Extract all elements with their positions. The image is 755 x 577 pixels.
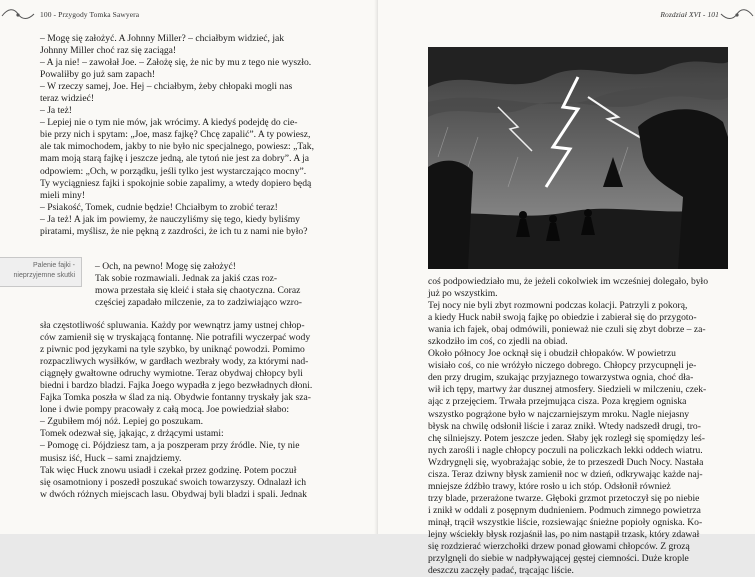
text-line: piratami, myślisz, że nie pękną z zazdrości, że ich tu z nami nie było? [40,225,308,237]
text-line: mowa przestała się kleić i stała się chaotyczna. Coraz [95,285,301,297]
text-line: bie przy nich i spytam: „Joe, masz fajkę? Chcę zapalić”. A ty powiesz, [40,129,311,141]
text-line: Około północy Joe ocknął się i obudził chłopaków. W powietrzu [428,348,676,360]
text-line: – A ja nie! – zawołał Joe. – Założę się, że nic by mu z tego nie wyszło. [40,57,312,69]
text-line: Ty wyciągniesz fajki i spokojnie sobie zapalimy, a wtedy dopiero będą [40,177,312,189]
margin-note-line: Palenie fajki - [32,262,75,269]
text-line: rozpaczliwych wysiłków, w gardłach wezbrały wody, za którymi nad- [40,356,309,368]
text-line: wisiało coś, co nie wróżyło niczego dobrego. Chłopcy przycupnęli je- [428,360,697,372]
text-line: Tomek odezwał się, jąkając, z drżącymi ustami: [40,428,224,440]
text-line: błysk na chwilę odsłonił liście i zaraz znikł. Wtedy nadszedł drugi, tro- [428,420,701,432]
text-line: den przy drugim, szukając przyjaznego towarzystwa ognia, choć dła- [428,372,694,384]
text-line: chę silniejszy. Potem jeszcze jeden. Słaby jęk rozległ się spomiędzy leś- [428,432,705,444]
text-line: Tak więc Huck znowu usiadł i czekał przez godzinę. Potem poczuł [40,464,297,476]
text-line: mam moją starą fajkę i jeszcze jedną, ale tytoń nie jest za dobry”. A ja [40,153,310,165]
text-line: Tej nocy nie byli zbyt rozmowni podczas kolacji. Patrzyli z pokorą, [428,300,688,312]
text-block-right [428,276,728,577]
text-line: – Psiakość, Tomek, cudnie będzie! Chciałbym to zrobić teraz! [40,201,278,213]
text-line: Powaliłby go już sam zapach! [40,69,156,81]
text-line: – Zgubiłem mój nóż. Lepiej go poszukam. [40,416,204,428]
left-page [0,0,377,534]
text-line: musisz iść, Huck – sami znajdziemy. [40,452,182,464]
text-line: cisza. Teraz dziwny błysk zamienił noc w dzień, odkrywając każde naj- [428,468,703,480]
text-line: trzy blade, przerażone twarze. Głęboki grzmot przetoczył się po niebie [428,492,700,504]
text-line: – Lepiej nie o tym nie mów, jak wrócimy. A kiedyś podejdę do cie- [40,117,298,129]
text-line: szkodziło im coś, co zjedli na obiad. [428,336,568,348]
text-line: Fajka Tomka poszła w ślad za nią. Obydwie fontanny tryskały jak sza- [40,392,311,404]
text-line: lejny wściekły błysk rozjaśnił las, po nim nastąpił trzask, który zdawał [428,528,700,540]
margin-note-line: nieprzyjemne skutki [13,272,75,279]
text-line: sła częstotliwość spluwania. Każdy por wewnątrz jamy ustnej chłop- [40,320,305,331]
text-line: – Ja też! [40,105,72,117]
page-header-right: Rozdział XVI - 101 [660,10,719,19]
text-line: już po wszystkim. [428,288,498,300]
text-line: odpowiem: „Och, w porządku, jeśli tylko jest wystarczająco mocny”. [40,165,307,177]
text-line: minął, trącił wszystkie liście, rozsiewając śnieżne popioły ogniska. Ko- [428,516,703,528]
text-line: mniejsze źdźbło trawy, które rosło u ich stóp. Odsłonił również [428,480,671,492]
text-block-top [40,33,362,238]
text-line: i znikł w oddali z posępnym dudnieniem. Podmuch zimnego powietrza [428,504,701,516]
text-line: wszystko pogrążone było w najczarniejszym mroku. Nagle niejasny [428,408,690,420]
illustration-art [428,47,728,269]
text-line: Tak sobie rozmawiali. Jednak za jakiś czas roz- [95,273,278,285]
text-line: ając z przejęciem. Trwała przejmująca cisza. Poza kręgiem ogniska [428,396,687,408]
text-line: przylgnęli do siebie w nadpływającej gęstej ciemności. Duże krople [428,553,689,565]
page-flourish-icon [0,6,36,26]
text-line: – Mogę się założyć. A Johnny Miller? – chciałbym widzieć, jak [40,33,285,44]
text-line: częściej zapadało milczenie, za to zadziwiająco wzro- [95,297,302,309]
text-line: się osamotniony i poszedł poszukać swoich towarzyszy. Odnalazł ich [40,476,307,488]
text-line: lone i dwie pompy pracowały z całą mocą. Joe powiedział słabo: [40,404,290,416]
text-line: mieli miny! [40,189,86,201]
text-line: nych zarośli i nagle chłopcy poczuli na policzkach lekki oddech wiatru. [428,444,703,456]
margin-note [0,257,82,287]
text-line: wił ich tępy, martwy żar dusznej atmosfery. Siedzieli w milczeniu, czek- [428,384,707,396]
storm-forest-illustration [428,47,728,269]
text-line: – Och, na pewno! Mogę się założyć! [95,261,236,272]
text-line: Wzdrygnęli się, wyobrażając sobie, że to przeszedł Duch Nocy. Nastała [428,456,704,468]
text-block-bottom [40,320,362,501]
text-line: ciągnęły gwałtowne odruchy wymiotne. Teraz obydwaj chłopcy byli [40,368,303,380]
text-line: ale tak mimochodem, jakby to nie było nic specjalnego, powiesz: „Tak, [40,141,315,153]
text-line: deszczu zaczęły padać, trącając liście. [428,565,574,577]
text-line: coś podpowiedziało mu, że jeżeli cokolwiek im wcześniej dolegało, było [428,276,708,287]
text-line: – Ja też! A jak im powiemy, że nauczyliśmy się tego, kiedy byliśmy [40,213,300,225]
text-line: – Pomogę ci. Pójdziesz tam, a ja poszperam przy źródle. Nie, ty nie [40,440,300,452]
text-line: w dwóch różnych miejscach lasu. Obydwaj byli bladzi i spali. Jednak [40,488,307,500]
text-line: biedni i bardzo bladzi. Fajka Joego wypadła z jego bezwładnych dłoni. [40,380,313,392]
text-block-mid [95,261,362,309]
text-line: a kiedy Huck nabił swoją fajkę po obiedzie i zabierał się do przygoto- [428,312,697,324]
text-line: z piwnic pod językami na tyle szybko, by uniknąć powodzi. Pomimo [40,344,305,356]
text-line: się rozdzierać wierzchołki drzew ponad głowami chłopców. Z grozą [428,541,690,553]
text-line: Johnny Miller choć raz się zaciąga! [40,45,177,57]
text-line: – W rzeczy samej, Joe. Hej – chciałbym, żeby chłopaki mogli nas [40,81,293,93]
text-line: ców zamienił się w tryskającą fontannę. Nie potrafili wyczerpać wody [40,332,311,344]
text-line: teraz widzieć! [40,93,95,105]
page-header-left: 100 - Przygody Tomka Sawyera [40,10,140,19]
page-flourish-icon [719,6,755,26]
text-line: wania ich fajek, obaj odmówili, ponieważ nie czuli się zbyt dobrze – za- [428,324,706,336]
